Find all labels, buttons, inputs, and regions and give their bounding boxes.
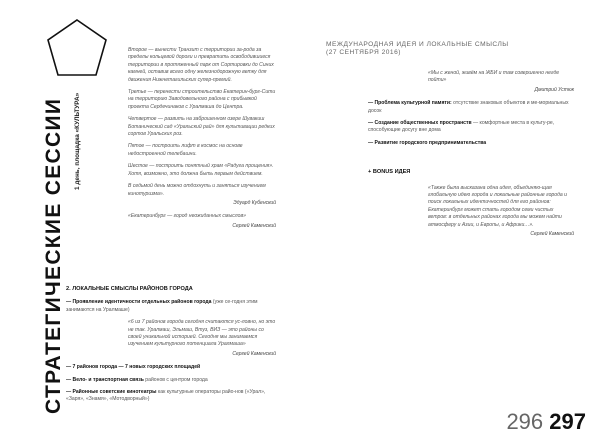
page-number-right: 297 <box>549 409 586 434</box>
list-item: — Создание общественных пространств — комфортные места в культу-ре, способующие досугу вне дома <box>368 120 555 134</box>
section-title-vertical: СТРАТЕГИЧЕСКИЕ СЕССИИ <box>42 97 65 414</box>
list-item: — Районные советские кинотеатры как культурные операторы райо-нов («Урал», «Заря», «Знамя», «Мотодворный») <box>66 389 266 403</box>
pentagon-shape <box>46 18 108 78</box>
right-heading: МЕЖДУНАРОДНАЯ ИДЕЯ И ЛОКАЛЬНЫЕ СМЫСЛЫ (27 СЕНТЯБРЯ 2016) <box>326 41 509 57</box>
list-item: — Проявление идентичности отдельных районов города (уже се-годня этим занимаются на Уралмаше) <box>66 299 258 313</box>
paragraph-sixth: Шестое — построить понятный храм «Радуга прощения». Хотя, возможно, это должна быть первым действием. <box>128 163 274 177</box>
left-column <box>128 47 276 236</box>
quote-author: Дмитрий Устюк <box>534 86 574 93</box>
quote-text: «6 из 7 районов города сегодня считаются ус-ловно, но это не так. Уралмаш, Эльмаш, Втуз, ВИЗ — это районы со своей уникальной историей. Сегодня мы занимаемся изучением культурного потенциала Уралмаша» <box>128 319 276 348</box>
paragraph-seventh: В седьмой день можно отдохнуть и заняться изучением кинотуризма». <box>128 183 266 197</box>
quote-block <box>428 185 574 239</box>
paragraph-fifth: Пятое — построить лифт в космос на основе недостроенной телебашни. <box>128 143 243 157</box>
left-lower-column <box>66 282 276 409</box>
page-number-left: 296 <box>506 409 544 434</box>
list-item: — Развитие городского предпринимательства <box>368 139 487 146</box>
quote-author: Эдуард Кубенский <box>233 199 276 206</box>
quote-text: «Мы с женой, живём на ЖБИ и там совершенно негде пойти» <box>428 70 560 84</box>
section-subtitle-vertical: 1 день, площадка «КУЛЬТУРА» <box>74 92 81 190</box>
list-item: — 7 районов города — 7 новых городских площадей <box>66 364 201 371</box>
quote-text: «Екатеринбург — город неожиданных смыслов» <box>128 213 246 220</box>
bonus-heading: + BONUS ИДЕЯ <box>368 169 411 176</box>
paragraph-third: Третье — перенести строительство Екатерин-бург-Сити на территорию Заводовельного района с прибывкой проекта Сердечинаков с Уралмаша до Центра. <box>128 89 276 110</box>
list-item: — Проблема культурной памяти: отсутствие знаковых объектов и ме-мориальных досок <box>368 100 569 114</box>
page-numbers <box>506 410 586 434</box>
indented-quote <box>128 319 276 358</box>
quote-author: Сергей Каменский <box>232 222 276 229</box>
quote-author: Сергей Каменский <box>530 231 574 238</box>
section-heading: 2. ЛОКАЛЬНЫЕ СМЫСЛЫ РАЙОНОВ ГОРОДА <box>66 286 193 292</box>
quote-text: «Также была высказана одна идея, объединяю-щая глобальную идею города и локальные районные города и поиск локальных идентичностей для его районов: Екатеринбург может стать городом семи чистых ветров: в отдельных районах города мы можем найти атмосферу и Азии, и Европы, и Африки…». <box>428 184 567 228</box>
quote-author: Сергей Каменский <box>232 350 276 357</box>
right-column <box>368 70 574 245</box>
paragraph-fourth: Четвертое — развить на заброшенном озере Шувакиш Ботанический сад «Уральский рай» для культивации редких сортов Уральских роз. <box>128 116 275 138</box>
list-item: — Вело- и транспортная связь районов с центром города <box>66 376 208 383</box>
paragraph-second: Второе — вынести Транзит с территории за-рода за пределы кольцевой дороги и превратить освободившиеся территории в протяженный парк от Сортировки до Синих камней, оставив всего одну железнодорожную ветку для движения Нижнетагильских супер-премий. <box>128 47 274 83</box>
quote-block <box>428 70 574 94</box>
